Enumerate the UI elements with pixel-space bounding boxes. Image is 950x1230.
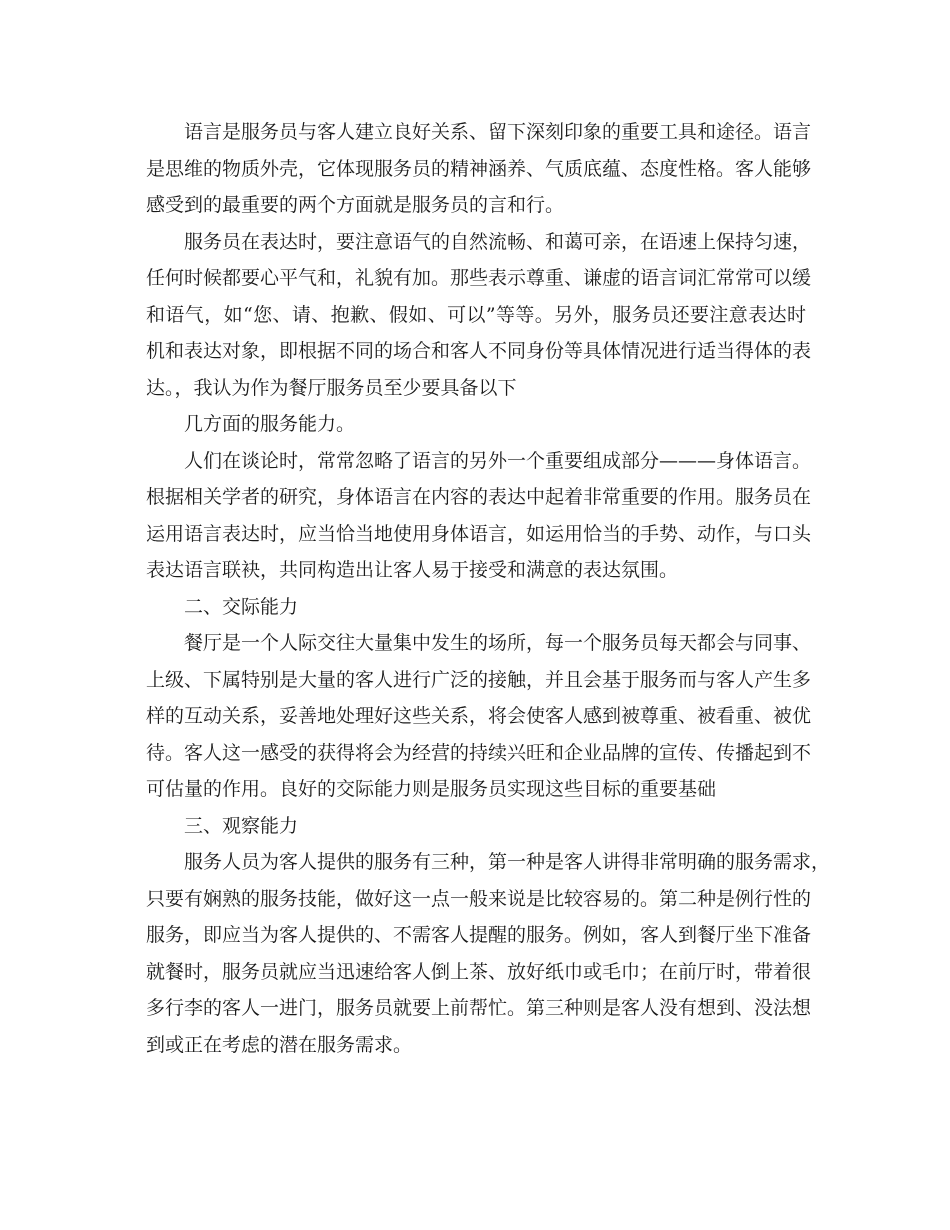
text-line: 多行李的客人一进门，服务员就要上前帮忙。第三种则是客人没有想到、没法想: [146, 997, 812, 1019]
text-line: 可估量的作用。良好的交际能力则是服务员实现这些目标的重要基础: [146, 778, 717, 800]
text-line: 达。，我认为作为餐厅服务员至少要具备以下: [146, 376, 517, 399]
text-line: 服务，即应当为客人提供的、不需客人提醒的服务。例如，客人到餐厅坐下准备: [146, 924, 812, 946]
text-line: 到或正在考虑的潜在服务需求。: [146, 1033, 413, 1056]
paragraph-communication: [146, 625, 812, 808]
text-line: 运用语言表达时，应当恰当地使用身体语言，如运用恰当的手势、动作，与口头: [146, 522, 812, 545]
text-line: 根据相关学者的研究，身体语言在内容的表达中起着非常重要的作用。服务员在: [146, 486, 812, 508]
section-heading: 三、观察能力: [184, 814, 299, 837]
text-line: 几方面的服务能力。: [184, 413, 356, 435]
section-heading-observation: [146, 808, 806, 845]
text-line: 和语气，如“您、请、抱歉、假如、可以”等等。另外，服务员还要注意表达时: [146, 303, 806, 326]
text-line: 餐厅是一个人际交往大量集中发生的场所，每一个服务员每天都会与同事、: [184, 632, 812, 654]
section-heading: 二、交际能力: [184, 595, 299, 618]
text-line: 机和表达对象，即根据不同的场合和客人不同身份等具体情况进行适当得体的表: [146, 340, 812, 362]
text-line: 是思维的物质外壳，它体现服务员的精神涵养、气质底蕴、态度性格。客人能够: [146, 157, 812, 180]
document-body: [146, 114, 831, 1063]
text-line: 感受到的最重要的两个方面就是服务员的言和行。: [146, 194, 565, 216]
text-line: 样的互动关系，妥善地处理好这些关系，将会使客人感到被尊重、被看重、被优: [146, 705, 812, 727]
text-line: 上级、下属特别是大量的客人进行广泛的接触，并且会基于服务而与客人产生多: [146, 668, 812, 691]
text-line: 语言是服务员与客人建立良好关系、留下深刻印象的重要工具和途径。语言: [184, 121, 812, 143]
paragraph-expression: [146, 224, 812, 407]
text-line: 表达语言联袂，共同构造出让客人易于接受和满意的表达氛围。: [146, 559, 679, 581]
text-line: 人们在谈论时，常常忽略了语言的另外一个重要组成部分———身体语言。: [184, 449, 812, 472]
paragraph-body-language: [146, 443, 812, 589]
text-line: 任何时候都要心平气和，礼貌有加。那些表示尊重、谦虚的语言词汇常常可以缓: [146, 267, 812, 289]
paragraph-service-abilities: [146, 406, 806, 443]
text-line: 服务员在表达时，要注意语气的自然流畅、和蔼可亲，在语速上保持匀速，: [184, 230, 812, 253]
section-heading-communication: [146, 589, 806, 626]
text-line: 服务人员为客人提供的服务有三种，第一种是客人讲得非常明确的服务需求，: [184, 851, 831, 873]
paragraph-language-importance: [146, 114, 812, 224]
text-line: 待。客人这一感受的获得将会为经营的持续兴旺和企业品牌的宣传、传播起到不: [146, 741, 812, 764]
text-line: 就餐时，服务员就应当迅速给客人倒上茶、放好纸巾或毛巾；在前厅时，带着很: [146, 960, 812, 983]
text-line: 只要有娴熟的服务技能，做好这一点一般来说是比较容易的。第二种是例行性的: [146, 887, 812, 910]
paragraph-observation: [146, 844, 831, 1063]
